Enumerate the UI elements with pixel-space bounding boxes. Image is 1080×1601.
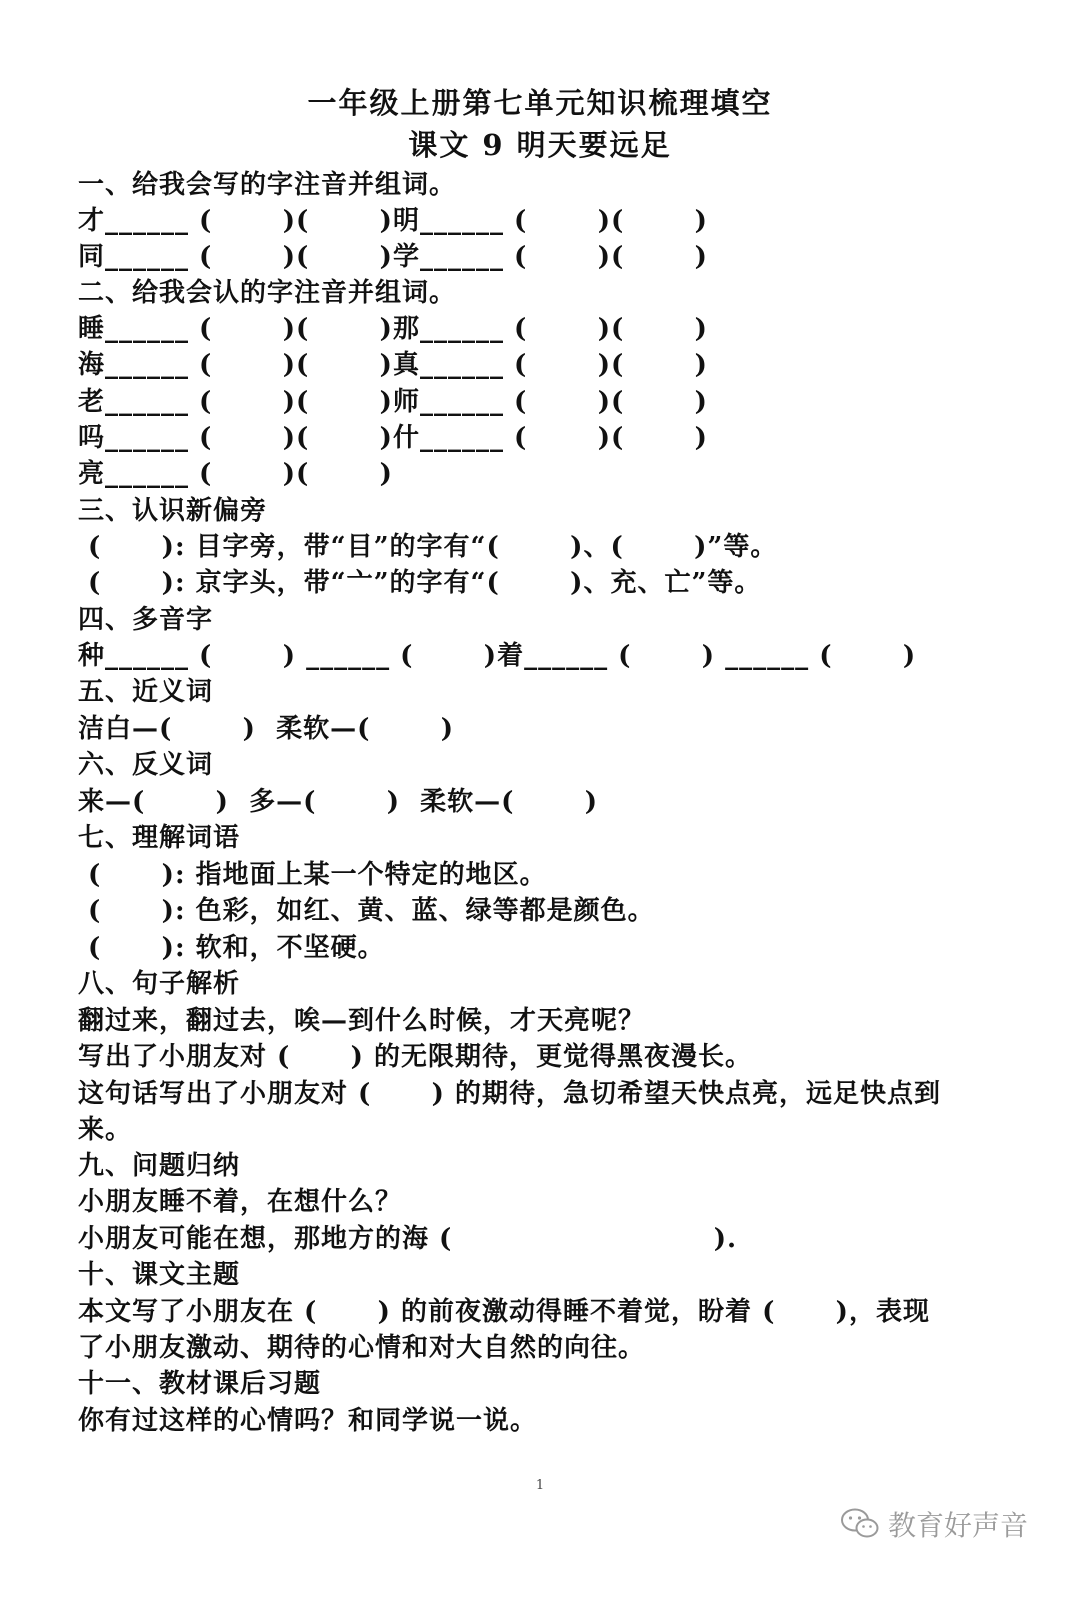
section-heading: 六、反义词	[78, 750, 214, 780]
exercise-line: 小朋友睡不着，在想什么？	[78, 1187, 403, 1217]
lesson-subtitle: 课文 9 明天要远足	[408, 128, 672, 162]
watermark-text: 教育好声音	[887, 1509, 1028, 1542]
section-heading: 七、理解词语	[78, 823, 241, 853]
section-heading: 八、句子解析	[78, 969, 241, 999]
exercise-line: 本文写了小朋友在 ( ) 的前夜激动得睡不着觉，盼着 ( )，表现	[78, 1297, 930, 1327]
section-heading: 四、多音字	[78, 605, 214, 635]
exercise-line: 亮______ ( )( )	[78, 459, 393, 489]
exercise-line: 写出了小朋友对 ( ) 的无限期待，更觉得黑夜漫长。	[78, 1042, 753, 1072]
section-heading: 五、近义词	[78, 677, 214, 707]
exercise-line: 洁白—( ) 柔软—( )	[78, 714, 455, 744]
exercise-line: 这句话写出了小朋友对 ( ) 的期待，急切希望天快点亮，远足快点到	[78, 1079, 942, 1109]
section-heading: 二、给我会认的字注音并组词。	[78, 278, 457, 308]
exercise-line: ( ): 目字旁，带“目”的字有“( )、( )”等。	[78, 532, 778, 562]
exercise-line: ( ): 软和，不坚硬。	[78, 933, 385, 963]
exercise-line: 吗______ ( )( )什______ ( )( )	[78, 423, 708, 453]
exercise-line: 老______ ( )( )师______ ( )( )	[78, 387, 708, 417]
wechat-icon	[840, 1507, 880, 1541]
section-heading: 九、问题归纳	[78, 1151, 241, 1181]
exercise-line: 翻过来，翻过去，唉—到什么时候，才天亮呢？	[78, 1006, 646, 1036]
exercise-line: ( ): 指地面上某一个特定的地区。	[78, 860, 547, 890]
section-heading: 一、给我会写的字注音并组词。	[78, 170, 457, 200]
exercise-line: ( ): 色彩，如红、黄、蓝、绿等都是颜色。	[78, 896, 655, 926]
exercise-line: 才______ ( )( )明______ ( )( )	[78, 206, 708, 236]
page-title: 一年级上册第七单元知识梳理填空	[307, 86, 773, 120]
exercise-line: 你有过这样的心情吗？和同学说一说。	[78, 1406, 538, 1436]
exercise-line: 来。	[78, 1115, 133, 1145]
watermark	[840, 1504, 1028, 1544]
exercise-line: 同______ ( )( )学______ ( )( )	[78, 242, 708, 272]
section-heading: 十一、教材课后习题	[78, 1369, 322, 1399]
exercise-line: 了小朋友激动、期待的心情和对大自然的向往。	[78, 1333, 646, 1363]
exercise-line: 种______ ( ) ______ ( )着______ ( ) ______ ( )	[78, 641, 917, 671]
exercise-line: 来—( ) 多—( ) 柔软—( )	[78, 787, 599, 817]
exercise-line: 小朋友可能在想，那地方的海 ( ).	[78, 1224, 738, 1254]
page-number: 1	[535, 1478, 545, 1493]
section-heading: 十、课文主题	[78, 1260, 241, 1290]
exercise-line: ( ): 京字头，带“亠”的字有“( )、充、亡”等。	[78, 568, 762, 598]
exercise-line: 睡______ ( )( )那______ ( )( )	[78, 314, 708, 344]
section-heading: 三、认识新偏旁	[78, 496, 268, 526]
exercise-line: 海______ ( )( )真______ ( )( )	[78, 350, 708, 380]
